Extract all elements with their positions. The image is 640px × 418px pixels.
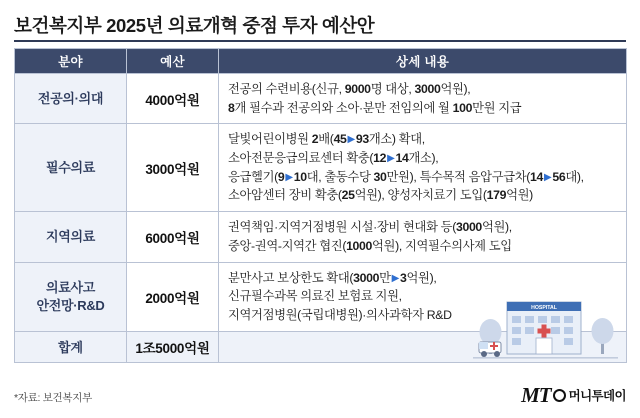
ground-line xyxy=(473,357,618,359)
source-note: *자료: 보건복지부 xyxy=(14,392,92,404)
row-field-0: 전공의·의대 xyxy=(15,74,127,124)
table-header-row xyxy=(15,49,627,74)
brand-logo xyxy=(521,383,626,408)
row-budget-1: 3000억원 xyxy=(127,124,219,212)
row-budget-3: 2000억원 xyxy=(127,262,219,331)
tree-icon xyxy=(592,318,614,354)
row-detail-2 xyxy=(219,212,627,262)
detail-line: 달빛어린이병원 2배(45▶93개소) 확대, xyxy=(228,132,425,147)
logo-mark: MT xyxy=(521,383,551,407)
hospital-illustration xyxy=(473,286,618,368)
table-row xyxy=(15,124,627,212)
row-field-3 xyxy=(15,262,127,331)
field-label-line-2: 안전망·R&D xyxy=(36,297,105,313)
row-budget-2: 6000억원 xyxy=(127,212,219,262)
column-header-detail: 상세 내용 xyxy=(219,49,627,74)
field-label-line-1: 의료사고 xyxy=(45,279,96,295)
table-row xyxy=(15,74,627,124)
logo-name: 머니투데이 xyxy=(568,388,626,403)
logo-dot-icon xyxy=(553,389,566,402)
detail-line: 전공의 수련비용(신규, 9000명 대상, 3000억원), xyxy=(228,82,471,96)
page-title: 보건복지부 2025년 의료개혁 중점 투자 예산안 xyxy=(14,15,375,36)
detail-line: 분만사고 보상한도 확대(3000만▶3억원), xyxy=(228,270,437,285)
ambulance-icon xyxy=(479,342,501,357)
row-detail-0 xyxy=(219,74,627,124)
table-header xyxy=(15,49,627,74)
hospital-building-icon xyxy=(507,302,581,354)
total-label: 합계 xyxy=(15,331,127,362)
total-value: 1조5000억원 xyxy=(127,331,219,362)
column-header-budget: 예산 xyxy=(127,49,219,74)
row-field-2: 지역의료 xyxy=(15,212,127,262)
column-header-field: 분야 xyxy=(15,49,127,74)
row-detail-1 xyxy=(219,124,627,212)
detail-line: 8개 필수과 전공의와 소아·분만 전임의에 월 100만원 지급 xyxy=(228,100,522,115)
svg-text:HOSPITAL: HOSPITAL xyxy=(531,305,557,311)
row-field-1: 필수의료 xyxy=(15,124,127,212)
detail-line: 권역책임·지역거점병원 시설·장비 현대화 등(3000억원), xyxy=(228,220,512,235)
detail-line: 지역거점병원(국립대병원)·의사과학자 R&D xyxy=(228,307,452,322)
detail-line: 중앙-권역-지역간 협진(1000억원), 지역필수의사제 도입 xyxy=(228,238,512,253)
table-row xyxy=(15,212,627,262)
detail-line: 신규필수과목 의료진 보험료 지원, xyxy=(228,289,402,304)
detail-line: 소아암센터 장비 확충(25억원), 양성자치료기 도입(179억원) xyxy=(228,188,533,203)
detail-line: 소아전문응급의료센터 확충(12▶14개소), xyxy=(228,151,439,166)
row-budget-0: 4000억원 xyxy=(127,74,219,124)
title-divider xyxy=(14,40,626,42)
detail-line: 응급헬기(9▶10대, 출동수당 30만원), 특수목적 음압구급차(14▶56대), xyxy=(228,169,584,184)
